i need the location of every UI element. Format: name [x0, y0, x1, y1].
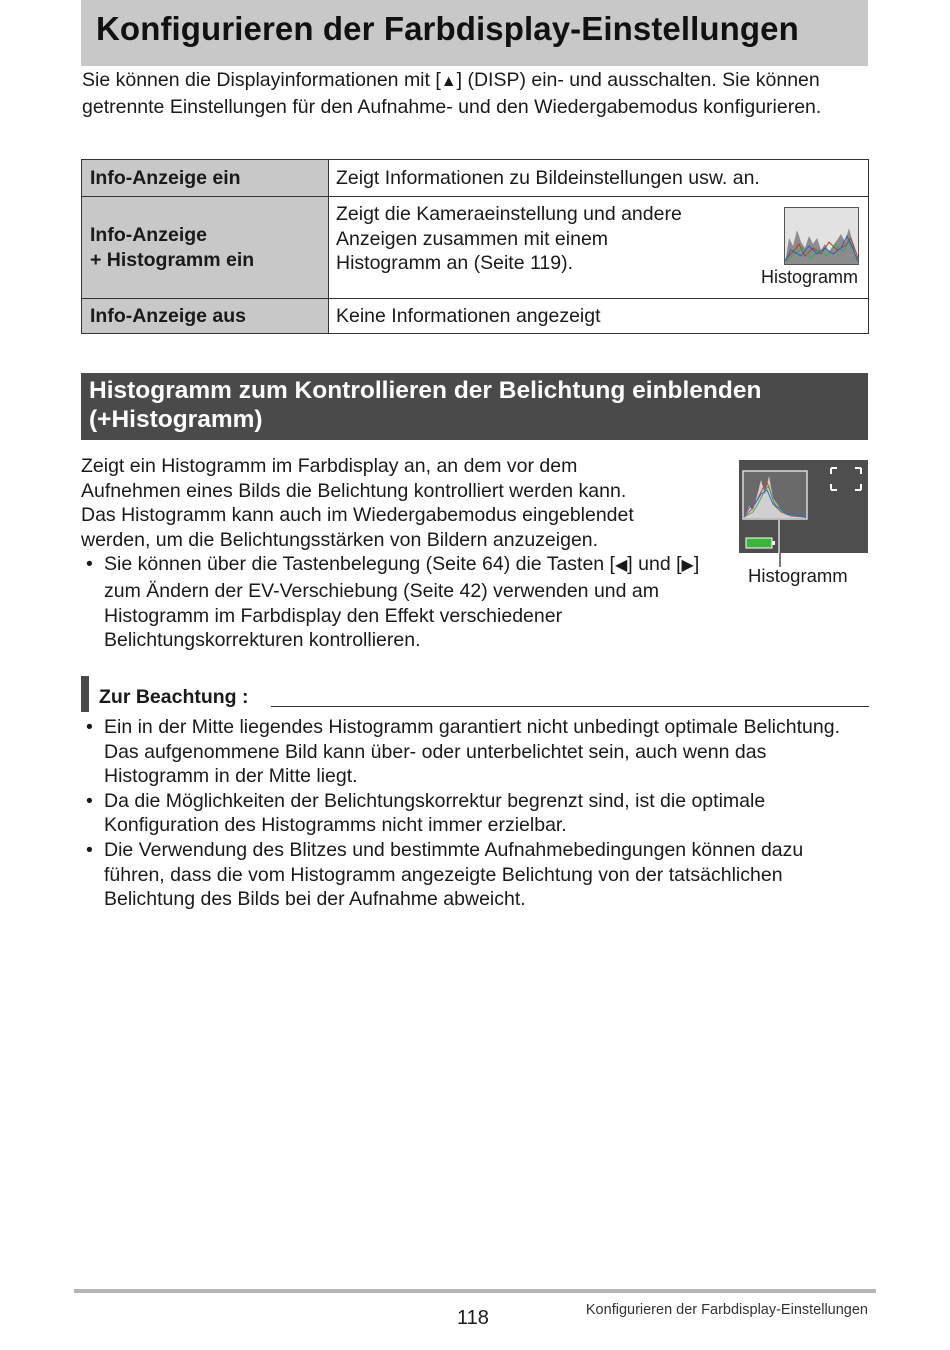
table-row-label: Info-Anzeige ein: [82, 160, 329, 197]
label-line: + Histogramm ein: [90, 248, 255, 271]
note-marker-bar: [81, 676, 89, 712]
table-row-description: Zeigt Informationen zu Bildeinstellungen usw. an.: [329, 160, 869, 197]
label-line: Info-Anzeige: [90, 223, 207, 246]
display-settings-table: [81, 159, 869, 334]
list-item: • Die Verwendung des Blitzes und bestimmte Aufnahmebedingungen können dazu führen, dass die vom Histogramm angezeigte Belichtung von der tatsächlichen Belichtung des Bilds bei der Aufnahme abweicht.: [81, 838, 866, 912]
section-heading-bar: [81, 373, 868, 440]
triangle-up-icon: ▲: [440, 73, 457, 90]
note-list-container: [81, 715, 866, 912]
section-heading-line: Histogramm zum Kontrollieren der Belichtung einblenden: [89, 377, 762, 404]
section-heading-line: (+Histogramm): [89, 406, 263, 433]
description-line: Zeigt die Kameraeinstellung und andere: [336, 203, 682, 225]
triangle-left-icon: ◀: [614, 557, 628, 575]
page-title: Konfigurieren der Farbdisplay-Einstellungen: [96, 10, 799, 47]
running-footer-title: Konfigurieren der Farbdisplay-Einstellungen: [585, 1302, 868, 1318]
table-row: [82, 197, 869, 299]
table-row: [82, 299, 869, 334]
table-row: [82, 160, 869, 197]
paragraph-line: Das Histogramm kann auch im Wiedergabemodus eingeblendet: [81, 504, 634, 527]
section-bullet-list: [81, 552, 721, 652]
table-row-description: Keine Informationen angezeigt: [329, 299, 869, 334]
description-line: Anzeigen zusammen mit einem: [336, 227, 609, 250]
table-row-label: [82, 197, 329, 299]
page-title-bar: [81, 0, 868, 66]
paragraph-line: werden, um die Belichtungsstärken von Bildern anzuzeigen.: [81, 528, 599, 551]
footer-divider: [74, 1289, 876, 1293]
page-number: 118: [457, 1307, 489, 1329]
bullet-text: ] und [: [627, 553, 682, 576]
note-list: [81, 715, 866, 912]
triangle-right-icon: ▶: [681, 557, 694, 575]
section-paragraph: [81, 454, 721, 552]
intro-text-before: Sie können die Displayinformationen mit [: [82, 69, 441, 91]
histogram-caption: Histogramm: [760, 267, 858, 287]
table-row-label: Info-Anzeige aus: [82, 299, 329, 334]
intro-paragraph: [82, 68, 862, 119]
list-item: • Ein in der Mitte liegendes Histogramm garantiert nicht unbedingt optimale Belichtung. Das aufgenommene Bild kann über- oder unterbelichtet sein, auch wenn das Histogramm in der Mitte liegt.: [81, 715, 866, 789]
list-item: • Da die Möglichkeiten der Belichtungskorrektur begrenzt sind, ist die optimale Konfiguration des Histogramms nicht immer erzielbar.: [81, 789, 866, 838]
note-header: [81, 676, 869, 712]
section-heading: [89, 376, 860, 434]
paragraph-line: Zeigt ein Histogramm im Farbdisplay an, an dem vor dem: [81, 455, 578, 477]
section-body: [81, 454, 721, 653]
histogram-thumbnail: [784, 207, 859, 265]
bullet-text: ] zum Ändern der EV-Verschiebung (Seite 42) verwenden und am Histogramm im Farbdisplay den Effekt verschiedener Belichtungskorrekturen kontrollieren.: [104, 553, 700, 652]
table-row-description: [329, 197, 869, 299]
camera-screen-illustration: [739, 460, 868, 553]
paragraph-line: Aufnehmen eines Bilds die Belichtung kontrolliert werden kann.: [81, 479, 627, 502]
note-divider: [271, 706, 869, 707]
description-line: Histogramm an (Seite 119).: [336, 252, 573, 275]
list-item: [81, 552, 721, 652]
note-label: Zur Beachtung :: [99, 686, 249, 708]
bullet-text: Sie können über die Tastenbelegung (Seite 64) die Tasten [: [104, 553, 615, 576]
screen-histogram-caption: Histogramm: [748, 565, 848, 586]
intro-text-after: ] (DISP) ein- und ausschalten. Sie können getrennte Einstellungen für den Aufnahme- und den Wiedergabemodus konfigurieren.: [82, 69, 822, 118]
